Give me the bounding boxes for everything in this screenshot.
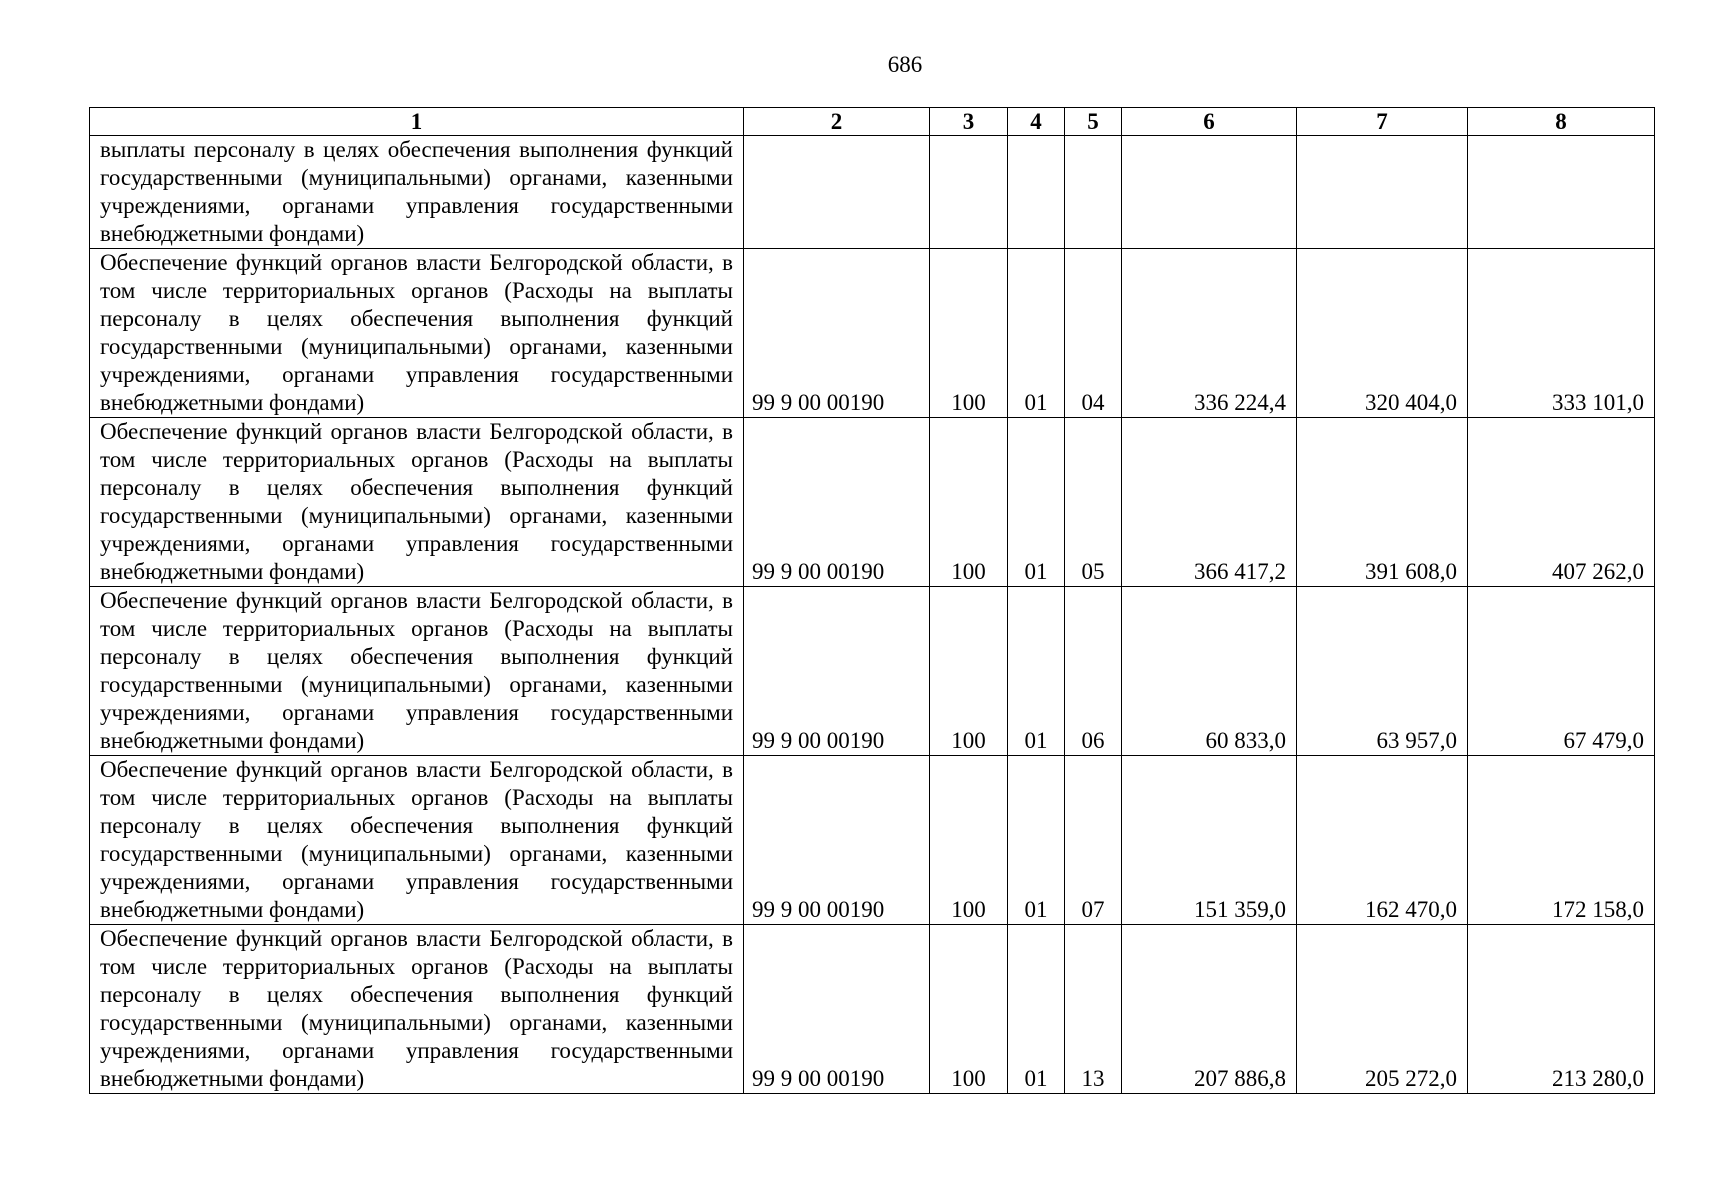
amount-col7: 63 957,0 xyxy=(1297,587,1468,756)
section-code: 01 xyxy=(1008,925,1065,1094)
column-header: 1 xyxy=(90,108,744,136)
empty-cell xyxy=(1468,136,1655,249)
amount-col8: 213 280,0 xyxy=(1468,925,1655,1094)
target-code: 99 9 00 00190 xyxy=(744,418,930,587)
table-row xyxy=(90,418,1655,587)
row-description: Обеспечение функций органов власти Белгородской области, в том числе территориальных органов (Расходы на выплаты персоналу в целях обеспечения выполнения функций государственными (муниципальными) органами, казенными учреждениями, органами управления государственными внебюджетными фондами) xyxy=(90,925,744,1094)
subsection-code: 06 xyxy=(1065,587,1122,756)
budget-table xyxy=(89,107,1655,1094)
expense-type: 100 xyxy=(930,418,1008,587)
amount-col7: 205 272,0 xyxy=(1297,925,1468,1094)
subsection-code: 04 xyxy=(1065,249,1122,418)
expense-type: 100 xyxy=(930,925,1008,1094)
target-code: 99 9 00 00190 xyxy=(744,249,930,418)
column-header: 6 xyxy=(1122,108,1297,136)
amount-col6: 151 359,0 xyxy=(1122,756,1297,925)
amount-col8: 67 479,0 xyxy=(1468,587,1655,756)
column-header: 7 xyxy=(1297,108,1468,136)
row-description: Обеспечение функций органов власти Белгородской области, в том числе территориальных органов (Расходы на выплаты персоналу в целях обеспечения выполнения функций государственными (муниципальными) органами, казенными учреждениями, органами управления государственными внебюджетными фондами) xyxy=(90,756,744,925)
row-description: Обеспечение функций органов власти Белгородской области, в том числе территориальных органов (Расходы на выплаты персоналу в целях обеспечения выполнения функций государственными (муниципальными) органами, казенными учреждениями, органами управления государственными внебюджетными фондами) xyxy=(90,249,744,418)
target-code: 99 9 00 00190 xyxy=(744,925,930,1094)
section-code: 01 xyxy=(1008,587,1065,756)
table-row xyxy=(90,925,1655,1094)
column-header: 5 xyxy=(1065,108,1122,136)
amount-col7: 162 470,0 xyxy=(1297,756,1468,925)
row-description: выплаты персоналу в целях обеспечения выполнения функций государственными (муниципальными) органами, казенными учреждениями, органами управления государственными внебюджетными фондами) xyxy=(90,136,744,249)
table-row xyxy=(90,249,1655,418)
section-code: 01 xyxy=(1008,249,1065,418)
amount-col6: 207 886,8 xyxy=(1122,925,1297,1094)
target-code: 99 9 00 00190 xyxy=(744,587,930,756)
table-row xyxy=(90,587,1655,756)
expense-type: 100 xyxy=(930,756,1008,925)
column-header: 4 xyxy=(1008,108,1065,136)
section-code: 01 xyxy=(1008,418,1065,587)
empty-cell xyxy=(1122,136,1297,249)
expense-type: 100 xyxy=(930,587,1008,756)
amount-col8: 333 101,0 xyxy=(1468,249,1655,418)
column-header: 8 xyxy=(1468,108,1655,136)
row-description: Обеспечение функций органов власти Белгородской области, в том числе территориальных органов (Расходы на выплаты персоналу в целях обеспечения выполнения функций государственными (муниципальными) органами, казенными учреждениями, органами управления государственными внебюджетными фондами) xyxy=(90,418,744,587)
expense-type: 100 xyxy=(930,249,1008,418)
column-header: 2 xyxy=(744,108,930,136)
table-row xyxy=(90,756,1655,925)
section-code: 01 xyxy=(1008,756,1065,925)
empty-cell xyxy=(1008,136,1065,249)
row-description: Обеспечение функций органов власти Белгородской области, в том числе территориальных органов (Расходы на выплаты персоналу в целях обеспечения выполнения функций государственными (муниципальными) органами, казенными учреждениями, органами управления государственными внебюджетными фондами) xyxy=(90,587,744,756)
amount-col6: 60 833,0 xyxy=(1122,587,1297,756)
amount-col6: 366 417,2 xyxy=(1122,418,1297,587)
amount-col6: 336 224,4 xyxy=(1122,249,1297,418)
empty-cell xyxy=(930,136,1008,249)
amount-col8: 172 158,0 xyxy=(1468,756,1655,925)
empty-cell xyxy=(1297,136,1468,249)
amount-col7: 320 404,0 xyxy=(1297,249,1468,418)
subsection-code: 07 xyxy=(1065,756,1122,925)
subsection-code: 13 xyxy=(1065,925,1122,1094)
column-header: 3 xyxy=(930,108,1008,136)
budget-table-container xyxy=(89,107,1655,1094)
target-code: 99 9 00 00190 xyxy=(744,756,930,925)
page-number: 686 xyxy=(887,52,923,77)
empty-cell xyxy=(744,136,930,249)
subsection-code: 05 xyxy=(1065,418,1122,587)
table-row-continuation xyxy=(90,136,1655,249)
amount-col8: 407 262,0 xyxy=(1468,418,1655,587)
amount-col7: 391 608,0 xyxy=(1297,418,1468,587)
empty-cell xyxy=(1065,136,1122,249)
header-row xyxy=(90,108,1655,136)
